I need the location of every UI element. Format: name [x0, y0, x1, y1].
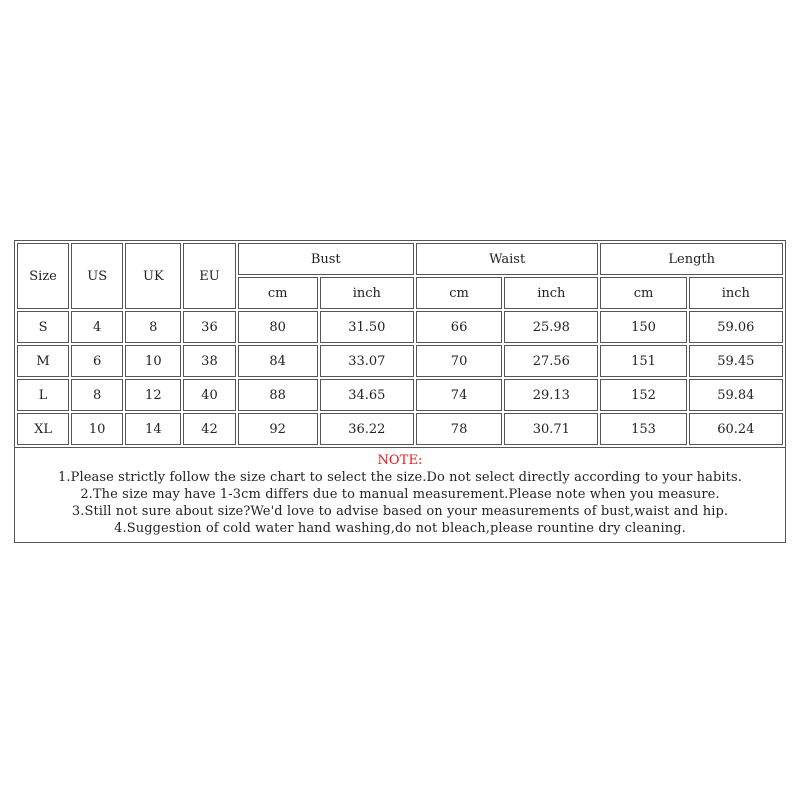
- cell-bust-inch: 31.50: [320, 311, 414, 343]
- cell-waist-inch: 25.98: [504, 311, 598, 343]
- cell-length-inch: 59.84: [689, 379, 783, 411]
- cell-waist-cm: 66: [416, 311, 502, 343]
- cell-waist-cm: 74: [416, 379, 502, 411]
- cell-bust-cm: 84: [238, 345, 318, 377]
- cell-size: L: [17, 379, 69, 411]
- header-row-top: [17, 243, 783, 275]
- header-length: Length: [600, 243, 783, 275]
- cell-us: 10: [71, 413, 123, 445]
- size-chart: [14, 240, 786, 543]
- cell-bust-cm: 92: [238, 413, 318, 445]
- note-title: NOTE:: [377, 453, 423, 468]
- cell-bust-cm: 88: [238, 379, 318, 411]
- header-uk: UK: [125, 243, 181, 309]
- header-waist: Waist: [416, 243, 598, 275]
- cell-uk: 12: [125, 379, 181, 411]
- cell-bust-inch: 36.22: [320, 413, 414, 445]
- cell-us: 4: [71, 311, 123, 343]
- table-row: [17, 379, 783, 411]
- cell-eu: 42: [183, 413, 235, 445]
- header-bust: Bust: [238, 243, 414, 275]
- note-line-2: 2.The size may have 1-3cm differs due to manual measurement.Please note when you measure.: [80, 487, 720, 502]
- header-size: Size: [17, 243, 69, 309]
- cell-size: M: [17, 345, 69, 377]
- header-us: US: [71, 243, 123, 309]
- cell-waist-inch: 30.71: [504, 413, 598, 445]
- cell-length-inch: 59.45: [689, 345, 783, 377]
- cell-size: S: [17, 311, 69, 343]
- notes-box: [14, 447, 786, 543]
- unit-waist-cm: cm: [416, 277, 502, 309]
- header-eu: EU: [183, 243, 235, 309]
- cell-length-inch: 59.06: [689, 311, 783, 343]
- note-line-4: 4.Suggestion of cold water hand washing,do not bleach,please rountine dry cleaning.: [114, 521, 686, 536]
- cell-bust-inch: 33.07: [320, 345, 414, 377]
- cell-us: 6: [71, 345, 123, 377]
- unit-length-cm: cm: [600, 277, 686, 309]
- cell-length-inch: 60.24: [689, 413, 783, 445]
- cell-length-cm: 152: [600, 379, 686, 411]
- table-row: [17, 345, 783, 377]
- cell-eu: 40: [183, 379, 235, 411]
- cell-length-cm: 150: [600, 311, 686, 343]
- cell-uk: 14: [125, 413, 181, 445]
- cell-waist-cm: 70: [416, 345, 502, 377]
- cell-uk: 8: [125, 311, 181, 343]
- size-table: [14, 240, 786, 448]
- cell-eu: 38: [183, 345, 235, 377]
- cell-bust-inch: 34.65: [320, 379, 414, 411]
- note-line-1: 1.Please strictly follow the size chart to select the size.Do not select directly according to your habits.: [58, 470, 742, 485]
- unit-length-inch: inch: [689, 277, 783, 309]
- unit-bust-inch: inch: [320, 277, 414, 309]
- cell-waist-inch: 29.13: [504, 379, 598, 411]
- cell-eu: 36: [183, 311, 235, 343]
- cell-uk: 10: [125, 345, 181, 377]
- cell-length-cm: 153: [600, 413, 686, 445]
- note-line-3: 3.Still not sure about size?We'd love to advise based on your measurements of bust,waist and hip.: [71, 504, 729, 519]
- cell-bust-cm: 80: [238, 311, 318, 343]
- cell-waist-cm: 78: [416, 413, 502, 445]
- table-row: [17, 311, 783, 343]
- unit-waist-inch: inch: [504, 277, 598, 309]
- unit-bust-cm: cm: [238, 277, 318, 309]
- table-row: [17, 413, 783, 445]
- cell-waist-inch: 27.56: [504, 345, 598, 377]
- cell-length-cm: 151: [600, 345, 686, 377]
- cell-size: XL: [17, 413, 69, 445]
- cell-us: 8: [71, 379, 123, 411]
